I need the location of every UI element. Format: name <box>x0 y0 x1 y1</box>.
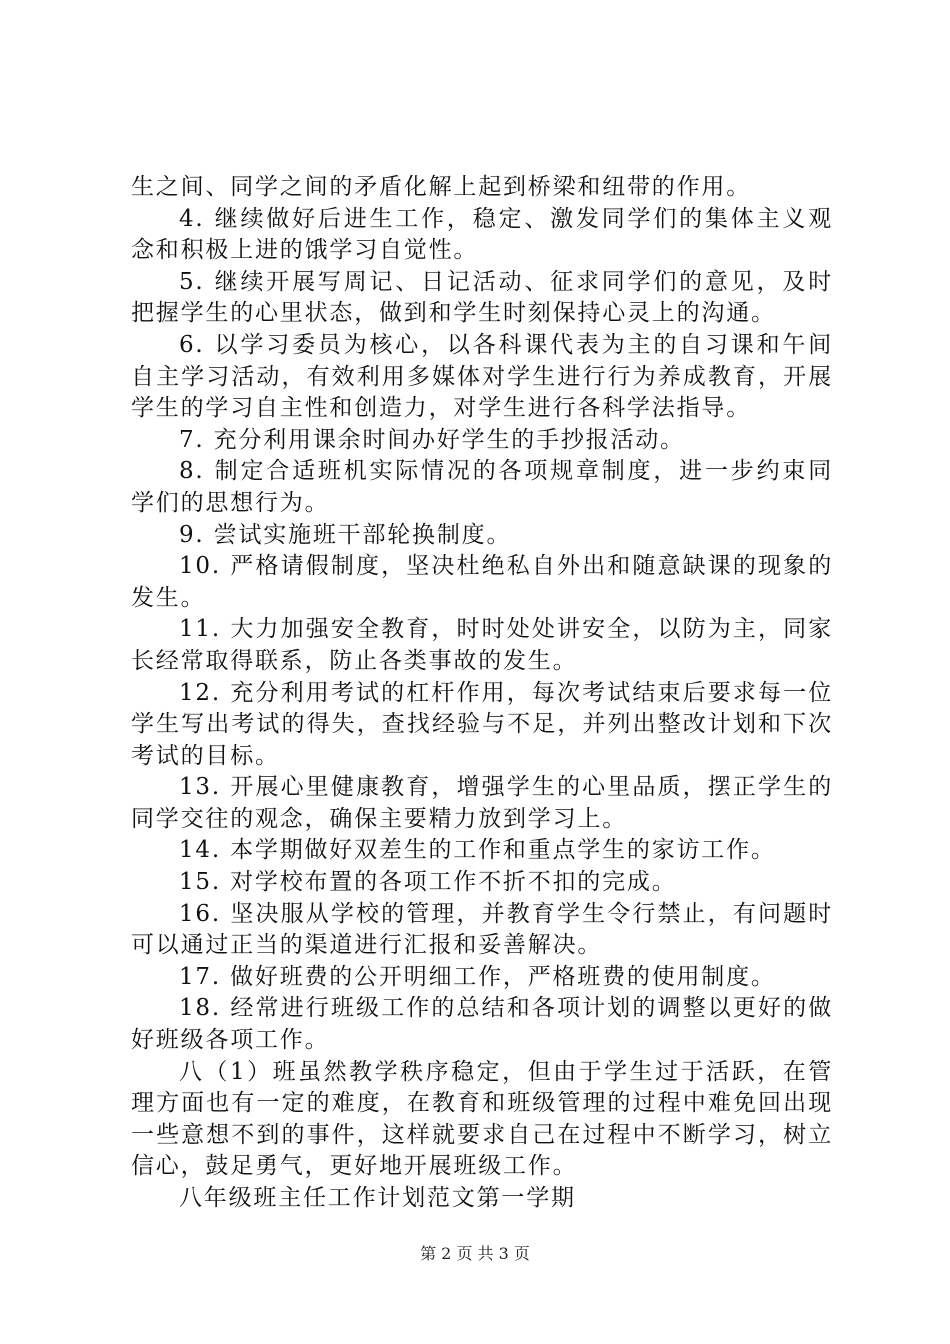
list-item-13: 13. 开展心里健康教育，增强学生的心里品质，摆正学生的同学交往的观念，确保主要精力放到学习上。 <box>131 774 833 832</box>
list-item-17: 17. 做好班费的公开明细工作，严格班费的使用制度。 <box>179 963 776 990</box>
list-item-12: 12. 充分利用考试的杠杆作用，每次考试结束后要求每一位学生写出考试的得失，查找经验与不足，并列出整改计划和下次考试的目标。 <box>131 679 833 769</box>
list-item-9: 9. 尝试实施班干部轮换制度。 <box>179 521 512 548</box>
document-body <box>131 172 833 1215</box>
list-item-5: 5. 继续开展写周记、日记活动、征求同学们的意见，及时把握学生的心里状态，做到和学生时刻保持心灵上的沟通。 <box>131 268 833 327</box>
closing-paragraph: 八（1）班虽然教学秩序稳定，但由于学生过于活跃，在管理方面也有一定的难度，在教育和班级管理的过程中难免回出现一些意想不到的事件，这样就要求自己在过程中不断学习，树立信心，鼓足勇气，更好地开展班级工作。 <box>131 1058 833 1180</box>
paragraph-continuation: 生之间、同学之间的矛盾化解上起到桥梁和纽带的作用。 <box>131 174 751 200</box>
list-item-4: 4. 继续做好后进生工作，稳定、激发同学们的集体主义观念和积极上进的饿学习自觉性。 <box>131 205 833 264</box>
list-item-6: 6. 以学习委员为核心，以各科课代表为主的自习课和午间自主学习活动，有效利用多媒体对学生进行行为养成教育，开展学生的学习自主性和创造力，对学生进行各科学法指导。 <box>131 331 833 422</box>
list-item-10: 10. 严格请假制度，坚决杜绝私自外出和随意缺课的现象的发生。 <box>131 553 833 611</box>
list-item-7: 7. 充分利用课余时间办好学生的手抄报活动。 <box>179 426 685 453</box>
list-item-11: 11. 大力加强安全教育，时时处处讲安全，以防为主，同家长经常取得联系，防止各类事故的发生。 <box>131 616 833 674</box>
list-item-8: 8. 制定合适班机实际情况的各项规章制度，进一步约束同学们的思想行为。 <box>131 458 833 516</box>
section-heading: 八年级班主任工作计划范文第一学期 <box>179 1185 576 1211</box>
page-number-footer: 第 2 页 共 3 页 <box>420 1244 530 1263</box>
list-item-18: 18. 经常进行班级工作的总结和各项计划的调整以更好的做好班级各项工作。 <box>131 995 833 1054</box>
list-item-15: 15. 对学校布置的各项工作不折不扣的完成。 <box>179 869 677 896</box>
list-item-16: 16. 坚决服从学校的管理，并教育学生令行禁止，有问题时可以通过正当的渠道进行汇报和妥善解决。 <box>131 900 833 959</box>
list-item-14: 14. 本学期做好双差生的工作和重点学生的家访工作。 <box>179 837 776 864</box>
